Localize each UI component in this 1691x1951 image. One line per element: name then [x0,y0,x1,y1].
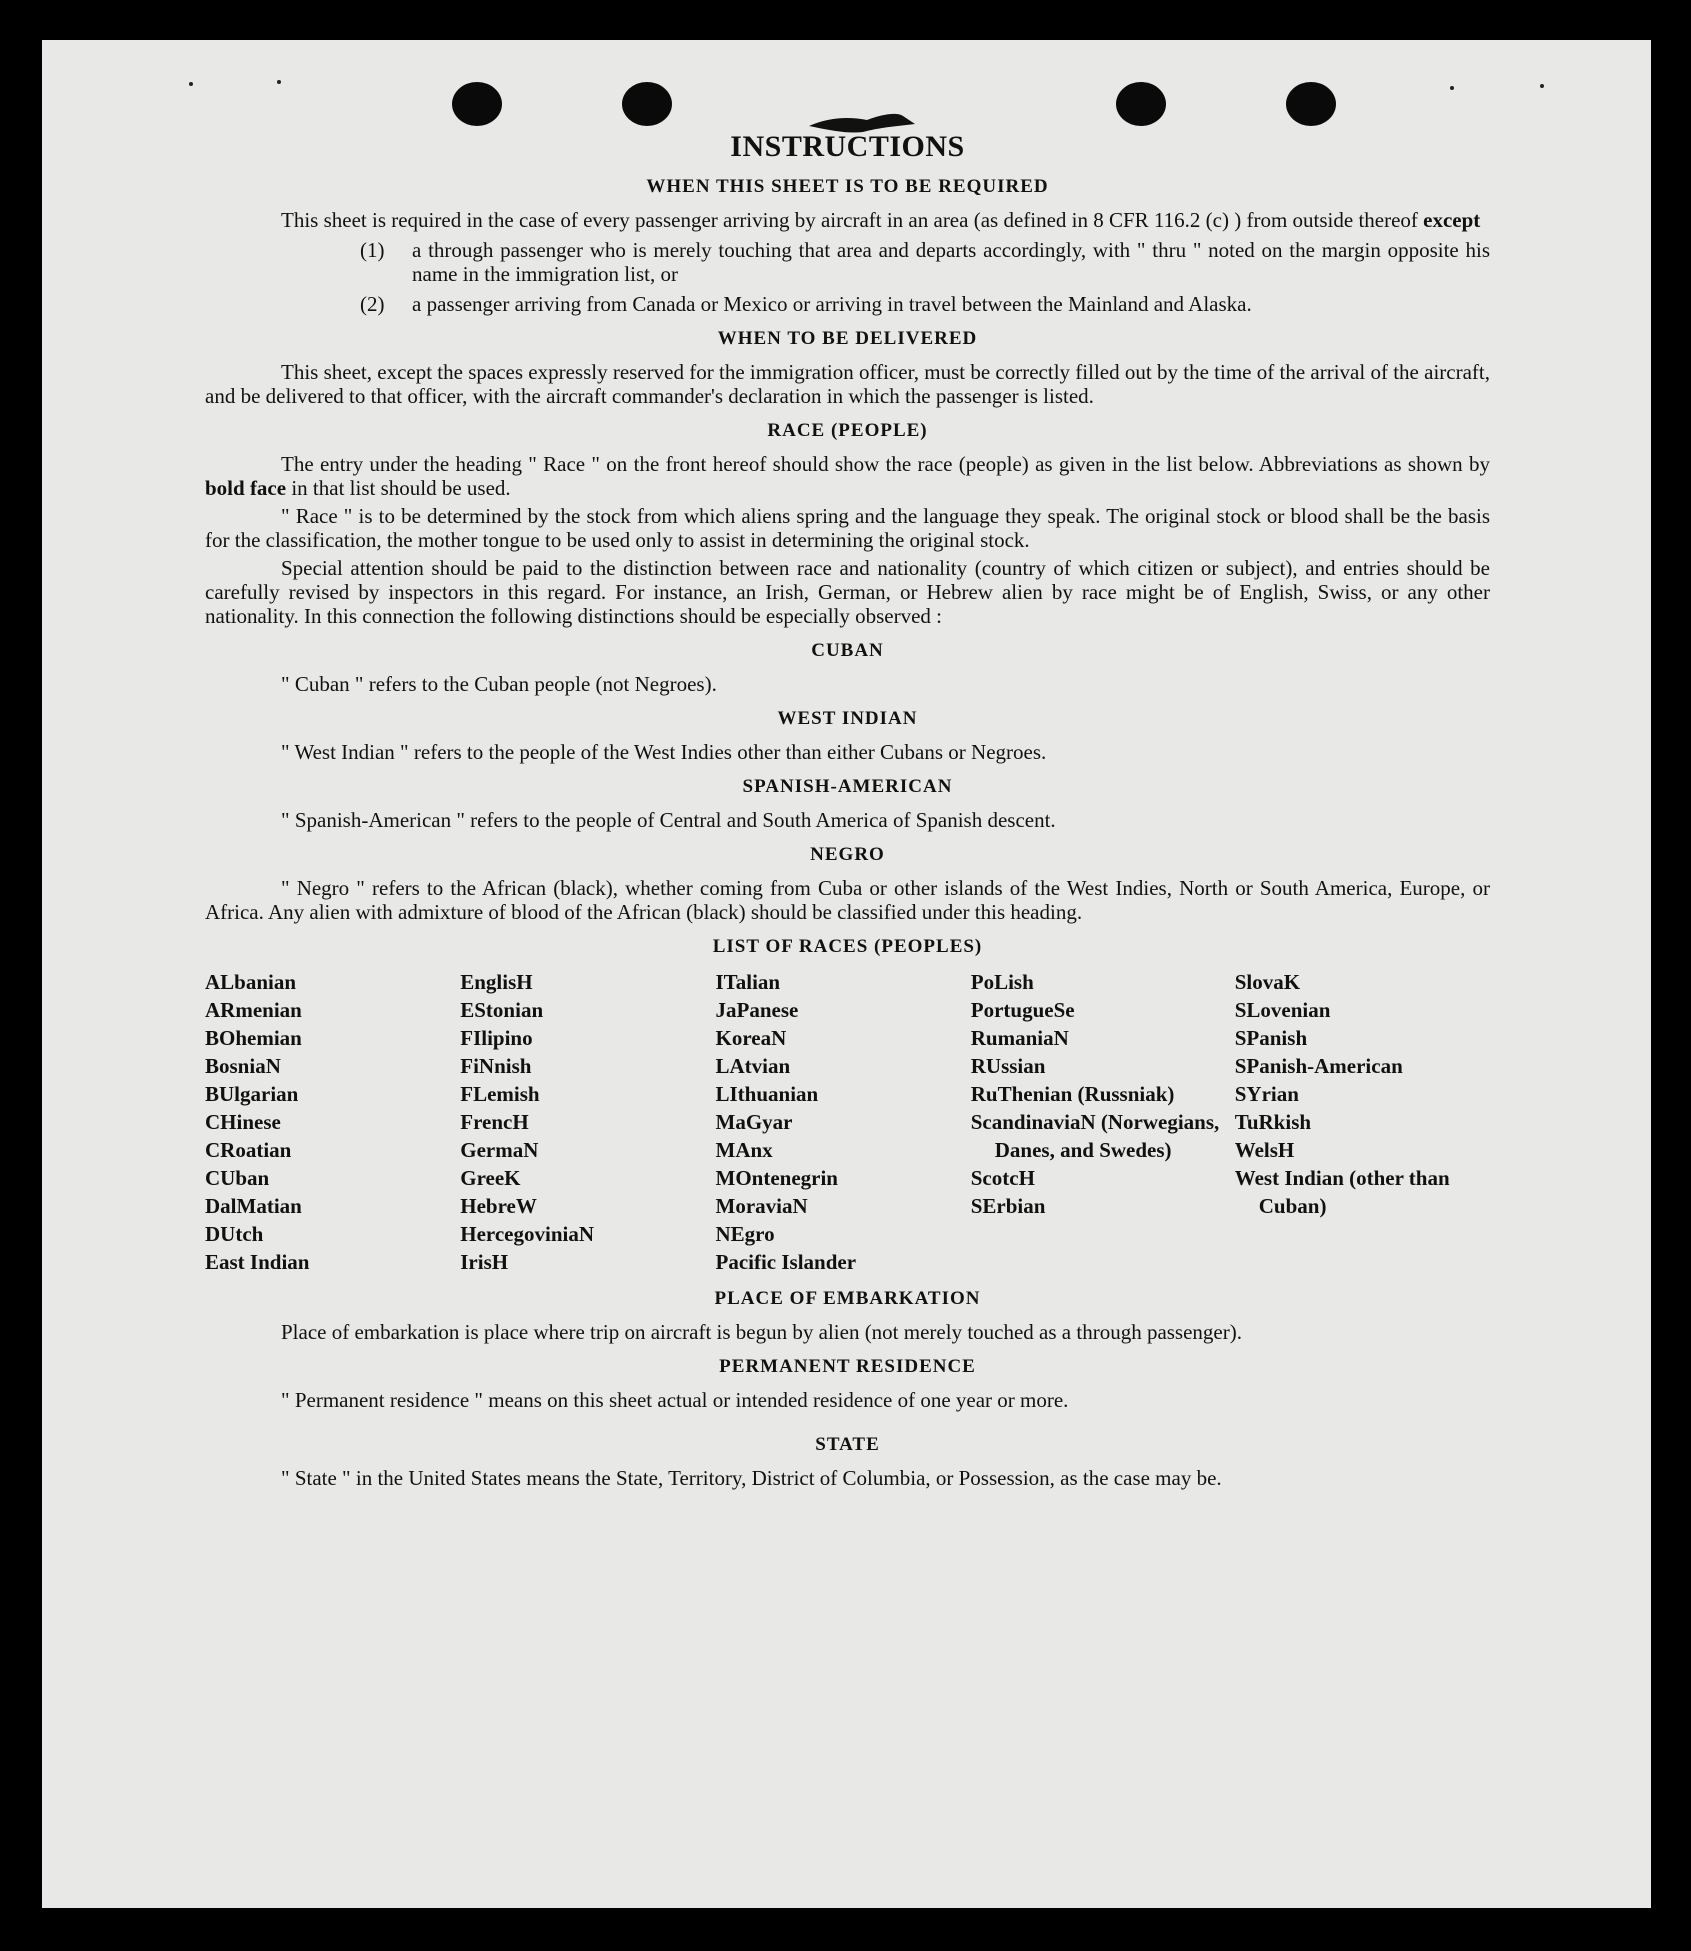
section-heading: WEST INDIAN [777,708,918,729]
negro-text: " Negro " refers to the African (black), whether coming from Cuba or other islands of the West Indies, North or South America, Europe, or Africa. Any alien with admixture of blood of the African (black) should be classified under this heading. [205,876,1490,924]
race-entry: LAtvian [715,1054,791,1078]
race-entry: HercegoviniaN [460,1222,595,1246]
residence-text: " Permanent residence " means on this sheet actual or intended residence of one year or more. [281,1388,1069,1412]
required-intro: This sheet is required in the case of every passenger arriving by aircraft in an area (as defined in 8 CFR 116.2 (c) ) from outside thereof except [281,208,1481,232]
section-heading: SPANISH-AMERICAN [742,776,953,797]
race-entry: SlovaK [1234,970,1301,994]
races-table [205,968,1490,1276]
race-entry: ALbanian [205,970,297,994]
race-entry: Pacific Islander [715,1250,857,1274]
section-heading: WHEN TO BE DELIVERED [717,328,978,349]
races-column [716,968,971,1276]
list-item: (2) a passenger arriving from Canada or Mexico or arriving in travel between the Mainland and Alaska. [360,292,1252,316]
punch-hole [1286,82,1336,126]
race-entry: RUssian [970,1054,1046,1078]
race-entry: JaPanese [715,998,799,1022]
race-entry: BosniaN [205,1054,281,1078]
race-entry: MoraviaN [715,1194,808,1218]
race-entry: EnglisH [460,970,533,994]
section-heading: NEGRO [810,844,885,865]
race-paragraph-2: " Race " is to be determined by the stock from which aliens spring and the language they speak. The original stock or blood shall be the basis for the classification, the mother tongue to be used only to assist in determining the original stock. [205,504,1490,552]
race-entry: GermaN [460,1138,539,1162]
race-entry: ARmenian [205,998,302,1022]
embarkation-text: Place of embarkation is place where trip on aircraft is begun by alien (not merely touched as a through passenger). [281,1320,1242,1344]
races-column [460,968,715,1276]
speck [277,80,281,84]
race-entry: FrencH [460,1110,529,1134]
race-entry: GreeK [460,1166,521,1190]
section-heading: PERMANENT RESIDENCE [719,1356,976,1377]
race-entry: SLovenian [1234,998,1331,1022]
race-entry: CRoatian [205,1138,292,1162]
race-entry: NEgro [715,1222,775,1246]
race-entry: LIthuanian [715,1082,819,1106]
race-entry: FLemish [460,1082,540,1106]
races-column [971,968,1235,1276]
race-entry: MaGyar [715,1110,793,1134]
punch-hole [452,82,502,126]
speck [189,82,193,86]
spanish-american-text: " Spanish-American " refers to the people of Central and South America of Spanish descent. [281,808,1056,832]
race-entry: West Indian (other than Cuban) [1234,1166,1450,1218]
race-paragraph-3: Special attention should be paid to the distinction between race and nationality (country of which citizen or subject), and entries should be carefully revised by inspectors in this regard. For instance, an Irish, German, or Hebrew alien by race might be of English, Swiss, or any other nationality. In this connection the following distinctions should be especially observed : [205,556,1490,628]
races-column [205,968,460,1276]
cuban-text: " Cuban " refers to the Cuban people (not Negroes). [281,672,717,696]
race-entry: ITalian [715,970,781,994]
race-entry: DalMatian [205,1194,302,1218]
race-entry: FiNnish [460,1054,532,1078]
race-entry: SErbian [970,1194,1046,1218]
state-text: " State " in the United States means the State, Territory, District of Columbia, or Possession, as the case may be. [281,1466,1222,1490]
race-entry: DUtch [205,1222,264,1246]
race-entry: PortugueSe [970,998,1075,1022]
race-entry: PoLish [970,970,1034,994]
delivered-text: This sheet, except the spaces expressly reserved for the immigration officer, must be correctly filled out by the time of the arrival of the aircraft, and be delivered to that officer, with the aircraft commander's declaration in which the passenger is listed. [205,360,1490,408]
race-entry: TuRkish [1234,1110,1312,1134]
races-column [1235,968,1490,1276]
race-entry: CHinese [205,1110,281,1134]
race-entry: ScandinaviaN (Norwegians, Danes, and Swedes) [970,1110,1220,1162]
race-entry: RuThenian (Russniak) [970,1082,1175,1106]
race-entry: EStonian [460,998,544,1022]
race-entry: ScotcH [970,1166,1035,1190]
race-entry: WelsH [1234,1138,1295,1162]
race-entry: FIlipino [460,1026,533,1050]
race-entry: BOhemian [205,1026,302,1050]
punch-hole [1116,82,1166,126]
list-item: (1) a through passenger who is merely touching that area and departs accordingly, with " thru " noted on the margin opposite his name in the immigration list, or [360,238,1490,286]
punch-hole [622,82,672,126]
section-heading: WHEN THIS SHEET IS TO BE REQUIRED [646,176,1049,197]
race-entry: RumaniaN [970,1026,1069,1050]
section-heading: LIST OF RACES (PEOPLES) [712,936,983,957]
section-heading: RACE (PEOPLE) [767,420,928,441]
race-entry: IrisH [460,1250,509,1274]
race-entry: MOntenegrin [715,1166,838,1190]
race-entry: SYrian [1234,1082,1299,1106]
race-paragraph-1: The entry under the heading " Race " on the front hereof should show the race (people) as given in the list below. Abbreviations as shown by bold face in that list should be used. [205,452,1490,500]
section-heading: PLACE OF EMBARKATION [714,1288,981,1309]
race-entry: CUban [205,1166,270,1190]
speck [1540,84,1544,88]
race-entry: East Indian [205,1250,310,1274]
section-heading: CUBAN [811,640,884,661]
west-indian-text: " West Indian " refers to the people of the West Indies other than either Cubans or Negroes. [281,740,1047,764]
race-entry: BUlgarian [205,1082,299,1106]
race-entry: SPanish-American [1234,1054,1403,1078]
page-title: INSTRUCTIONS [730,130,965,163]
race-entry: KoreaN [715,1026,787,1050]
speck [1450,86,1454,90]
race-entry: HebreW [460,1194,537,1218]
instructions-content [205,130,1490,1490]
race-entry: MAnx [715,1138,773,1162]
race-entry: SPanish [1234,1026,1308,1050]
section-heading: STATE [815,1434,880,1455]
